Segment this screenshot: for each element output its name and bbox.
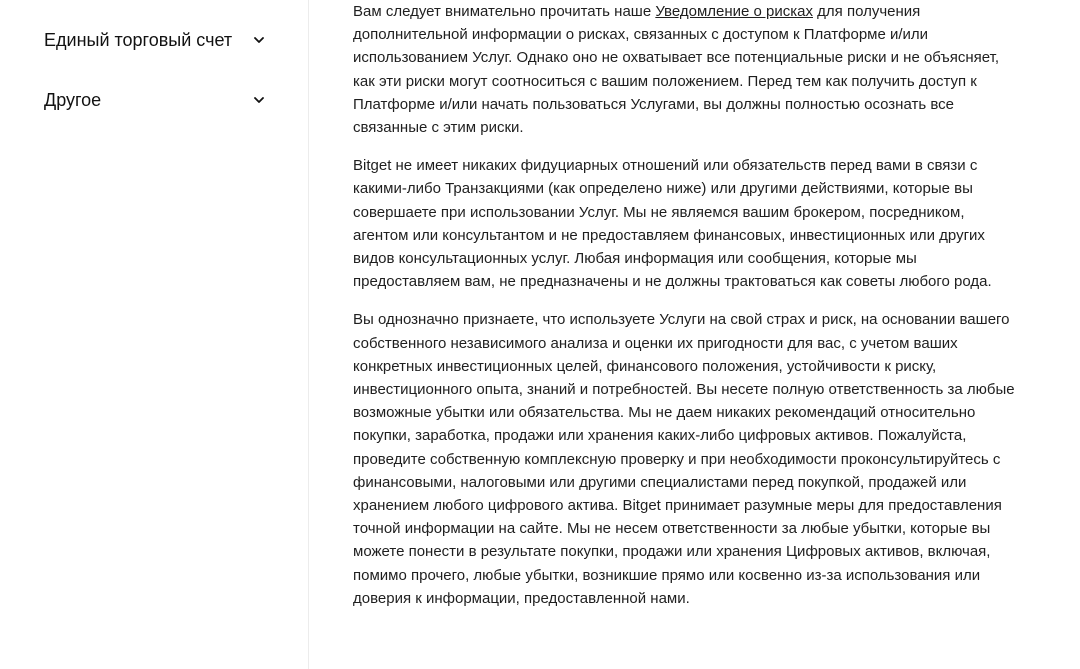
chevron-down-icon [252, 93, 266, 107]
sidebar [0, 0, 309, 669]
fiduciary-paragraph: Bitget не имеет никаких фидуциарных отношений или обязательств перед вами в связи с какими-либо Транзакциями (как определено ниже) или другими действиями, которые вы совершаете при использовании Услуг. Мы не являемся вашим брокером, посредником, агентом или консультантом и не предоставляем финансовых, инвестиционных или других видов консультационных услуг. Любая информация или сообщения, которые мы предоставляем вам, не предназначены и не должны трактоваться как советы любого рода. [353, 157, 992, 291]
sidebar-item-label: Единый торговый счет [44, 29, 233, 50]
sidebar-item-unified-trading-account[interactable] [44, 25, 266, 55]
terms-content [353, 0, 1018, 625]
sidebar-item-other[interactable] [44, 85, 266, 115]
chevron-down-icon [252, 33, 266, 47]
risk-notice-paragraph [353, 0, 1018, 139]
paragraph-text: Вам следует внимательно прочитать наше [353, 3, 656, 20]
risk-notice-link[interactable]: Уведомление о рисках [655, 3, 813, 20]
own-risk-paragraph: Вы однозначно признаете, что используете Услуги на свой страх и риск, на основании вашего собственного независимого анализа и оценки их пригодности для вас, с учетом ваших конкретных инвестиционных целей, финансового положения, устойчивости к риску, инвестиционного опыта, знаний и потребностей. Вы несете полную ответственность за любые возможные убытки или обязательства. Мы не даем никаких рекомендаций относительно покупки, заработка, продажи или хранения каких-либо цифровых активов. Пожалуйста, проведите собственную комплексную проверку и при необходимости проконсультируйтесь с финансовыми, налоговыми или другими специалистами перед покупкой, продажей или хранением любого цифрового актива. Bitget принимает разумные меры для предоставления точной информации на сайте. Мы не несем ответственности за любые убытки, которые вы можете понести в результате покупки, продажи или хранения Цифровых активов, включая, помимо прочего, любые убытки, возникшие прямо или косвенно из-за использования или доверия к информации, предоставленной нами. [353, 311, 1015, 607]
sidebar-item-label: Другое [44, 89, 102, 110]
paragraph-text: для получения дополнительной информации о рисках, связанных с доступом к Платформе и/или использованием Услуг. Однако оно не охватывает все потенциальные риски и не объясняет, как эти риски могут соотноситься с вашим положением. Перед тем как получить доступ к Платформе и/или начать пользоваться Услугами, вы должны полностью осознать все связанные с этим риски. [353, 3, 1000, 137]
